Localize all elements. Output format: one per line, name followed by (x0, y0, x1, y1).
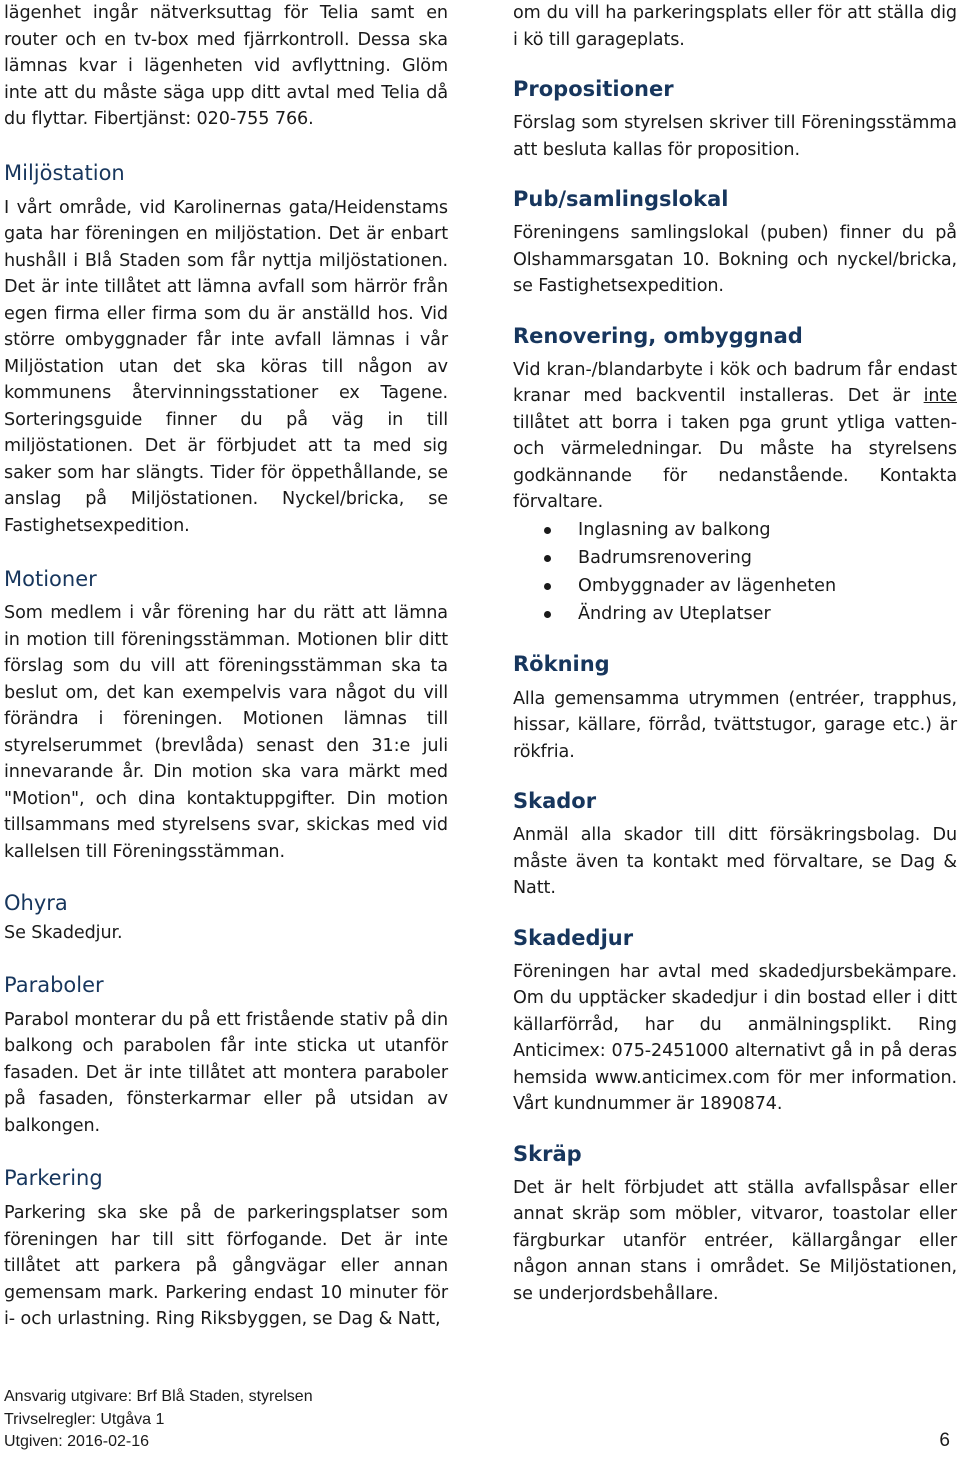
footer-edition: Trivselregler: Utgåva 1 (4, 1410, 165, 1428)
propositioner-heading: Propositioner (513, 77, 674, 101)
skadedjur-paragraph: Föreningen har avtal med skadedjursbekämpare. Om du upptäcker skadedjur i din bostad eller i ditt källarförråd, har du anmälningsplikt. Ring Anticimex: 075-2451000 alternativt gå in på deras hemsida www.anticimex.com för mer information. Vårt kundnummer är 1890874. (513, 961, 957, 1114)
skrap-heading: Skräp (513, 1141, 582, 1166)
page-number: 6 (939, 1430, 950, 1451)
renovering-list (513, 516, 957, 628)
intro-paragraph: lägenhet ingår nätverksuttag för Telia samt en router och en tv-box med fjärrkontroll. Dessa ska lämnas kvar i lägenheten vid avflyttning. Glöm inte att du måste säga upp ditt avtal med Telia då du flyttar. Fibertjänst: 020-755 766. (4, 3, 448, 129)
list-item: Inglasning av balkong (513, 516, 957, 544)
page-footer (4, 1386, 950, 1454)
footer-issued-date: Utgiven: 2016-02-16 (4, 1433, 149, 1450)
list-item: Badrumsrenovering (513, 544, 957, 572)
rokning-paragraph: Alla gemensamma utrymmen (entréer, trapphus, hissar, källare, förråd, tvättstugor, garage etc.) är rökfria. (513, 688, 957, 762)
paraboler-heading: Paraboler (4, 972, 104, 997)
propositioner-paragraph: Förslag som styrelsen skriver till Föreningsstämma att besluta kallas för proposition. (513, 113, 957, 160)
skadedjur-heading: Skadedjur (513, 925, 634, 950)
list-item: Ändring av Uteplatser (513, 600, 957, 628)
left-column (4, 0, 448, 1333)
pub-paragraph: Föreningens samlingslokal (puben) finner du på Olshammarsgatan 10. Bokning och nyckel/bricka, se Fastighetsexpedition. (513, 223, 957, 296)
parkering-continued-paragraph: om du vill ha parkeringsplats eller för att ställa dig i kö till garageplats. (513, 3, 957, 50)
right-column (513, 0, 957, 1307)
ohyra-heading: Ohyra (4, 891, 68, 915)
parkering-heading: Parkering (4, 1166, 103, 1190)
miljostation-heading: Miljöstation (4, 160, 125, 185)
renovering-heading: Renovering, ombyggnad (513, 323, 803, 348)
renovering-underlined-word: inte (923, 386, 958, 406)
paraboler-paragraph: Parabol monterar du på ett fristående stativ på din balkong och parabolen får inte sticka ut utanför fasaden. Det är inte tillåtet att montera paraboler på fasaden, fönsterkarmar eller på utsidan av balkongen. (4, 1009, 448, 1136)
pub-heading: Pub/samlingslokal (513, 187, 729, 211)
skador-paragraph: Anmäl alla skador till ditt försäkringsbolag. Du måste även ta kontakt med förvaltare, se Dag & Natt. (513, 825, 957, 898)
footer-publisher: Ansvarig utgivare: Brf Blå Staden, styrelsen (4, 1388, 313, 1405)
renovering-text-b: tillåtet att borra i taken pga grunt ytliga vatten- och värmeledningar. Du måste ha styrelsens godkännande för nedanstående. Kontakta förvaltare. (513, 412, 957, 512)
motioner-heading: Motioner (4, 567, 97, 591)
skrap-paragraph: Det är helt förbjudet att ställa avfallspåsar eller annat skräp som möbler, vitvaror, toastolar eller färgburkar utanför entréer, källargångar eller någon annan stans i området. Se Miljöstationen, se underjordsbehållare. (513, 1177, 957, 1304)
parkering-paragraph: Parkering ska ske på de parkeringsplatser som föreningen har till sitt förfogande. Det är inte tillåtet att parkera på gångvägar eller annan gemensam mark. Parkering endast 10 minuter för i- och urlastning. Ring Riksbyggen, se Dag & Natt, (4, 1203, 448, 1329)
miljostation-paragraph: I vårt område, vid Karolinernas gata/Heidenstams gata har föreningen en miljöstation. Det är enbart hushåll i Blå Staden som får nyttja miljöstationen. Det är inte tillåtet att lämna avfall som härrör från egen firma eller firma som du är anställd hos. Vid större ombyggnader får inte avfall lämnas i vår Miljöstation utan det ska köras till någon av kommunens återvinningsstationer ex Tagene. Sorteringsguide finner du på väg in till miljöstationen. Det är förbjudet att ta med sig saker som har slängts. Tider för öppethållande, se anslag på Miljöstationen. Nyckel/bricka, se Fastighetsexpedition. (4, 197, 448, 536)
rokning-heading: Rökning (513, 651, 610, 676)
renovering-paragraph (513, 357, 957, 516)
renovering-text-a: Vid kran-/blandarbyte i kök och badrum får endast kranar med backventil installeras. Det är (513, 359, 957, 406)
ohyra-paragraph: Se Skadedjur. (4, 923, 123, 943)
skador-heading: Skador (513, 789, 597, 813)
motioner-paragraph: Som medlem i vår förening har du rätt att lämna in motion till föreningsstämman. Motionen blir ditt förslag som du vill att föreningsstämman ska ta beslut om, det kan exempelvis vara något du vill förändra i föreningen. Motionen lämnas till styrelserummet (brevlåda) senast den 31:e juli innevarande år. Din motion ska vara märkt med "Motion", och dina kontaktuppgifter. Din motion tillsammans med styrelsens svar, skickas med vid kallelsen till Föreningsstämman. (4, 603, 448, 862)
list-item: Ombyggnader av lägenheten (513, 572, 957, 600)
